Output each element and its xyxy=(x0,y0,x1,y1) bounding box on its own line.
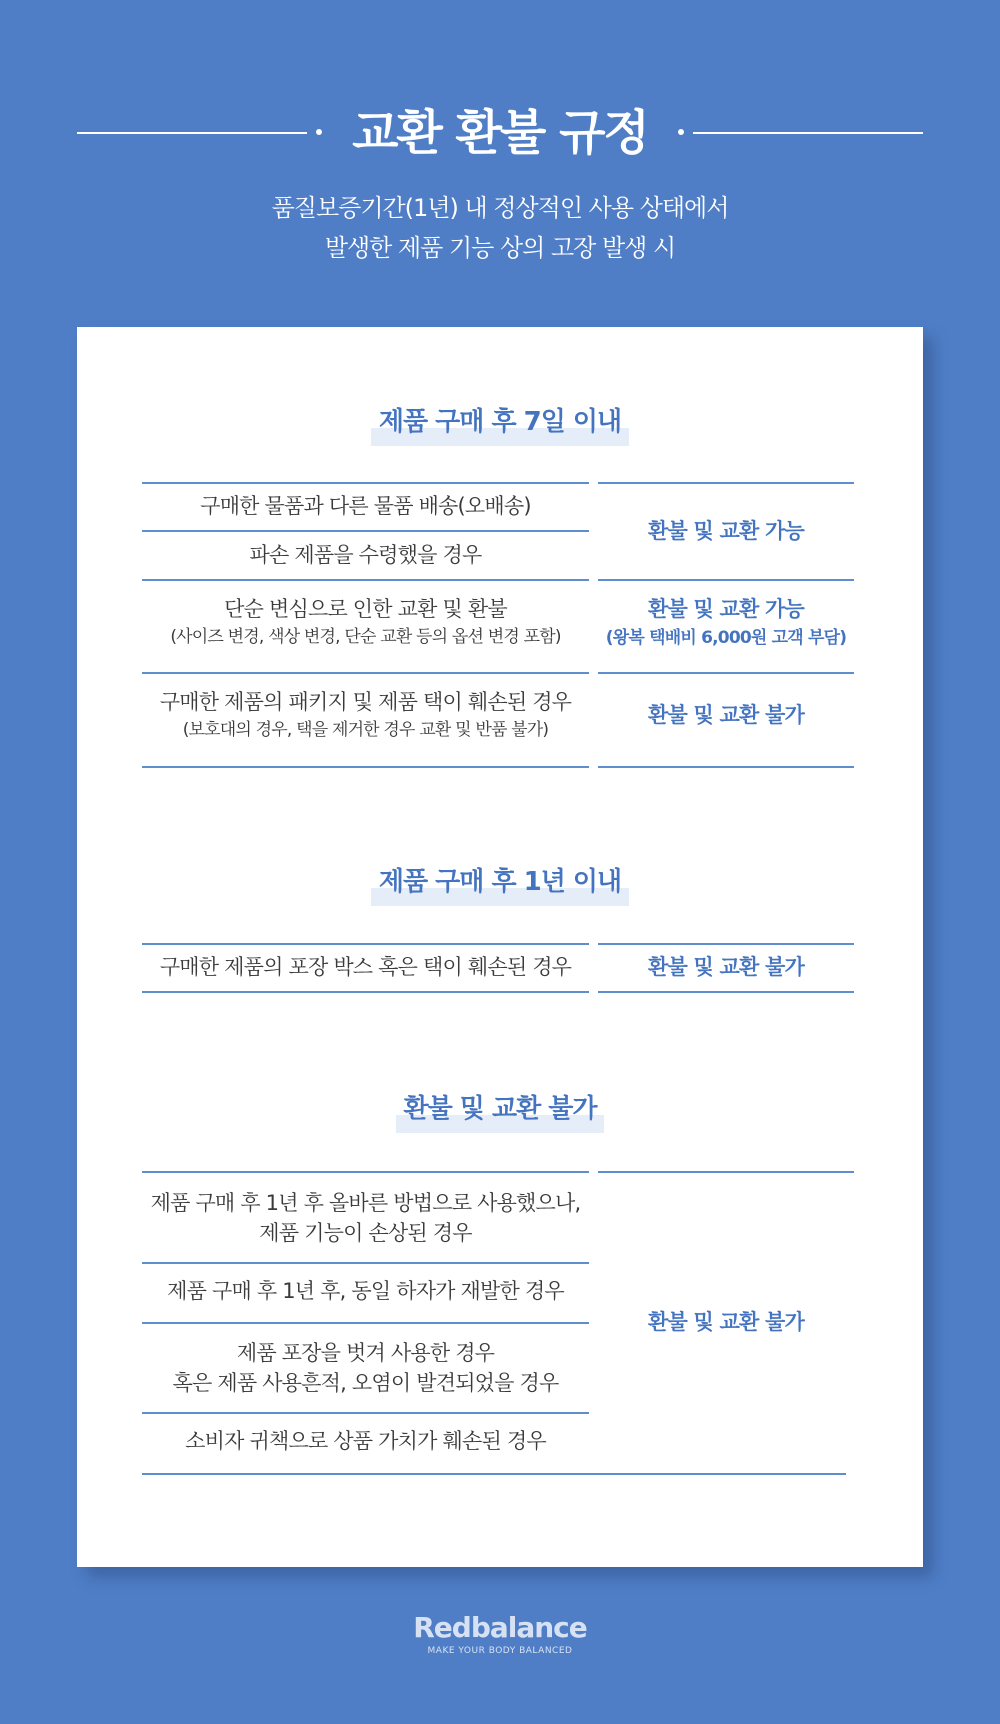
section-title-1year: 제품 구매 후 1년 이내 xyxy=(77,862,923,908)
list-item: 구매한 제품의 포장 박스 혹은 택이 훼손된 경우 xyxy=(159,955,572,979)
brand-logo: Redbalance xyxy=(413,1611,587,1644)
divider xyxy=(598,991,854,993)
divider xyxy=(142,766,589,768)
list-item: 구매한 제품의 패키지 및 제품 택이 훼손된 경우 (보호대의 경우, 택을 제거한 경우 교환 및 반품 불가) xyxy=(159,690,572,740)
page-title: 교환 환불 규정 xyxy=(352,105,648,161)
policy-card xyxy=(77,327,923,1567)
divider xyxy=(142,1322,589,1324)
result-label: 환불 및 교환 가능 xyxy=(648,519,804,543)
divider xyxy=(142,1171,589,1173)
title-dot-right xyxy=(678,129,684,135)
list-item: 제품 구매 후 1년 후, 동일 하자가 재발한 경우 xyxy=(167,1279,564,1303)
divider xyxy=(142,1262,589,1264)
subtitle-line-2: 발생한 제품 기능 상의 고장 발생 시 xyxy=(324,234,676,262)
divider xyxy=(142,1412,589,1414)
title-divider-right xyxy=(693,132,923,134)
divider xyxy=(142,530,589,532)
list-item: 단순 변심으로 인한 교환 및 환불 (사이즈 변경, 색상 변경, 단순 교환 등의 옵션 변경 포함) xyxy=(170,597,561,647)
divider xyxy=(598,766,854,768)
title-row xyxy=(0,100,1000,166)
divider xyxy=(598,672,854,674)
divider xyxy=(142,672,589,674)
result-label: 환불 및 교환 가능 (왕복 택배비 6,000원 고객 부담) xyxy=(605,597,847,648)
divider xyxy=(589,1473,846,1475)
divider xyxy=(598,579,854,581)
divider xyxy=(598,482,854,484)
list-item: 파손 제품을 수령했을 경우 xyxy=(249,543,482,567)
result-label: 환불 및 교환 불가 xyxy=(648,955,804,979)
section-title-7days: 제품 구매 후 7일 이내 xyxy=(77,402,923,448)
divider xyxy=(142,1473,589,1475)
divider xyxy=(598,1171,854,1173)
list-item: 제품 구매 후 1년 후 올바른 방법으로 사용했으나, 제품 기능이 손상된 경우 xyxy=(150,1191,581,1245)
section-title-not-allowed: 환불 및 교환 불가 xyxy=(77,1089,923,1135)
page-subtitle xyxy=(0,188,1000,268)
divider xyxy=(142,482,589,484)
brand-tagline: MAKE YOUR BODY BALANCED xyxy=(427,1646,573,1656)
subtitle-line-1: 품질보증기간(1년) 내 정상적인 사용 상태에서 xyxy=(271,194,729,222)
divider xyxy=(142,943,589,945)
divider xyxy=(142,991,589,993)
list-item: 소비자 귀책으로 상품 가치가 훼손된 경우 xyxy=(185,1429,546,1453)
footer xyxy=(0,1612,1000,1658)
divider xyxy=(142,579,589,581)
list-item: 구매한 물품과 다른 물품 배송(오배송) xyxy=(200,494,531,518)
list-item: 제품 포장을 벗겨 사용한 경우 혹은 제품 사용흔적, 오염이 발견되었을 경우 xyxy=(172,1341,559,1395)
divider xyxy=(598,943,854,945)
result-label: 환불 및 교환 불가 xyxy=(648,1310,804,1334)
result-label: 환불 및 교환 불가 xyxy=(648,703,804,727)
